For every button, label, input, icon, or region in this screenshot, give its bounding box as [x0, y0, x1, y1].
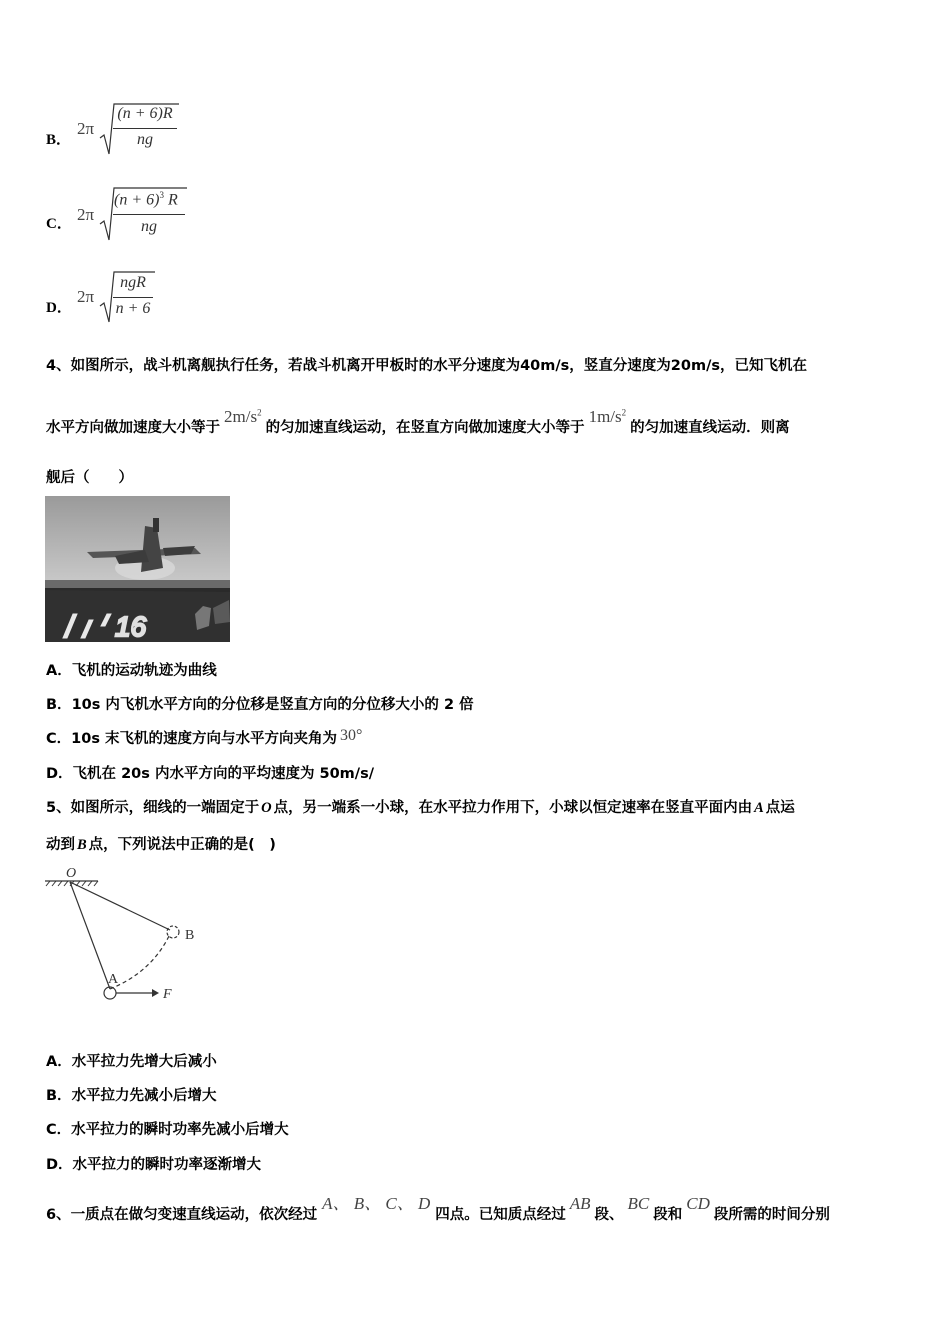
fighter-jet-photo — [45, 496, 230, 642]
coefficient: 2π — [77, 119, 95, 138]
q5-option-d[interactable]: D．水平拉力的瞬时功率逐渐增大 — [46, 1157, 262, 1173]
q5-option-a[interactable]: A．水平拉力先增大后减小 — [46, 1054, 217, 1070]
coefficient: 2π — [77, 205, 95, 224]
q4-option-c[interactable]: C．10s 末飞机的速度方向与水平方向夹角为 30° — [46, 727, 363, 747]
denominator: ng — [141, 218, 157, 235]
q4-option-b[interactable]: B．10s 内飞机水平方向的分位移是竖直方向的分位移大小的 2 倍 — [46, 697, 474, 713]
pendulum-diagram — [40, 862, 220, 1008]
q4-option-d[interactable]: D．飞机在 20s 内水平方向的平均速度为 50m/s/ — [46, 766, 375, 782]
denominator: n + 6 — [115, 300, 151, 317]
points-abcd: A、 B、 C、 D — [322, 1194, 431, 1213]
label-o: O — [66, 866, 77, 881]
q5-option-b[interactable]: B．水平拉力先减小后增大 — [46, 1088, 217, 1104]
label-f: F — [163, 987, 172, 1002]
q4-stem-line1: 4、如图所示，战斗机离舰执行任务，若战斗机离开甲板时的水平分速度为40m/s，竖直分速度为20m/s，已知飞机在 — [46, 358, 808, 374]
option-label: C． — [46, 216, 72, 232]
numerator: (n + 6)R — [117, 105, 173, 122]
coefficient: 2π — [77, 287, 95, 306]
q5-option-c[interactable]: C．水平拉力的瞬时功率先减小后增大 — [46, 1122, 289, 1138]
q4-option-a[interactable]: A．飞机的运动轨迹为曲线 — [46, 663, 217, 679]
accel-vertical: $1m/s^2$ — [588, 407, 627, 426]
option-label: D． — [46, 300, 72, 316]
label-a: A — [108, 972, 119, 987]
accel-horizontal: $2m/s^2$ — [224, 407, 262, 426]
label-b: B — [185, 928, 195, 943]
q6-stem-line1: 6、一质点在做匀变速直线运动，依次经过A、 B、 C、 D四点。已知质点经过AB段、BC段和CD段所需的时间分别 — [46, 1194, 830, 1223]
deck-number: 16 — [115, 611, 147, 642]
option-label: B． — [46, 132, 72, 148]
numerator: $(n + 6)^3$ R — [114, 190, 178, 209]
denominator: ng — [137, 131, 153, 148]
q5-stem-line2: 动到 B 点，下列说法中正确的是( ) — [46, 837, 276, 853]
q4-stem-line3: 舰后（ ） — [46, 470, 133, 486]
q4-stem-line2: 水平方向做加速度大小等于$2m/s^2$的匀加速直线运动，在竖直方向做加速度大小等于$1m/s^2$的匀加速直线运动．则离 — [46, 407, 790, 436]
numerator: ngR — [120, 274, 146, 291]
q5-stem-line1: 5、如图所示，细线的一端固定于 O 点，另一端系一小球，在水平拉力作用下，小球以恒定速率在竖直平面内由 A 点运 — [46, 800, 795, 816]
